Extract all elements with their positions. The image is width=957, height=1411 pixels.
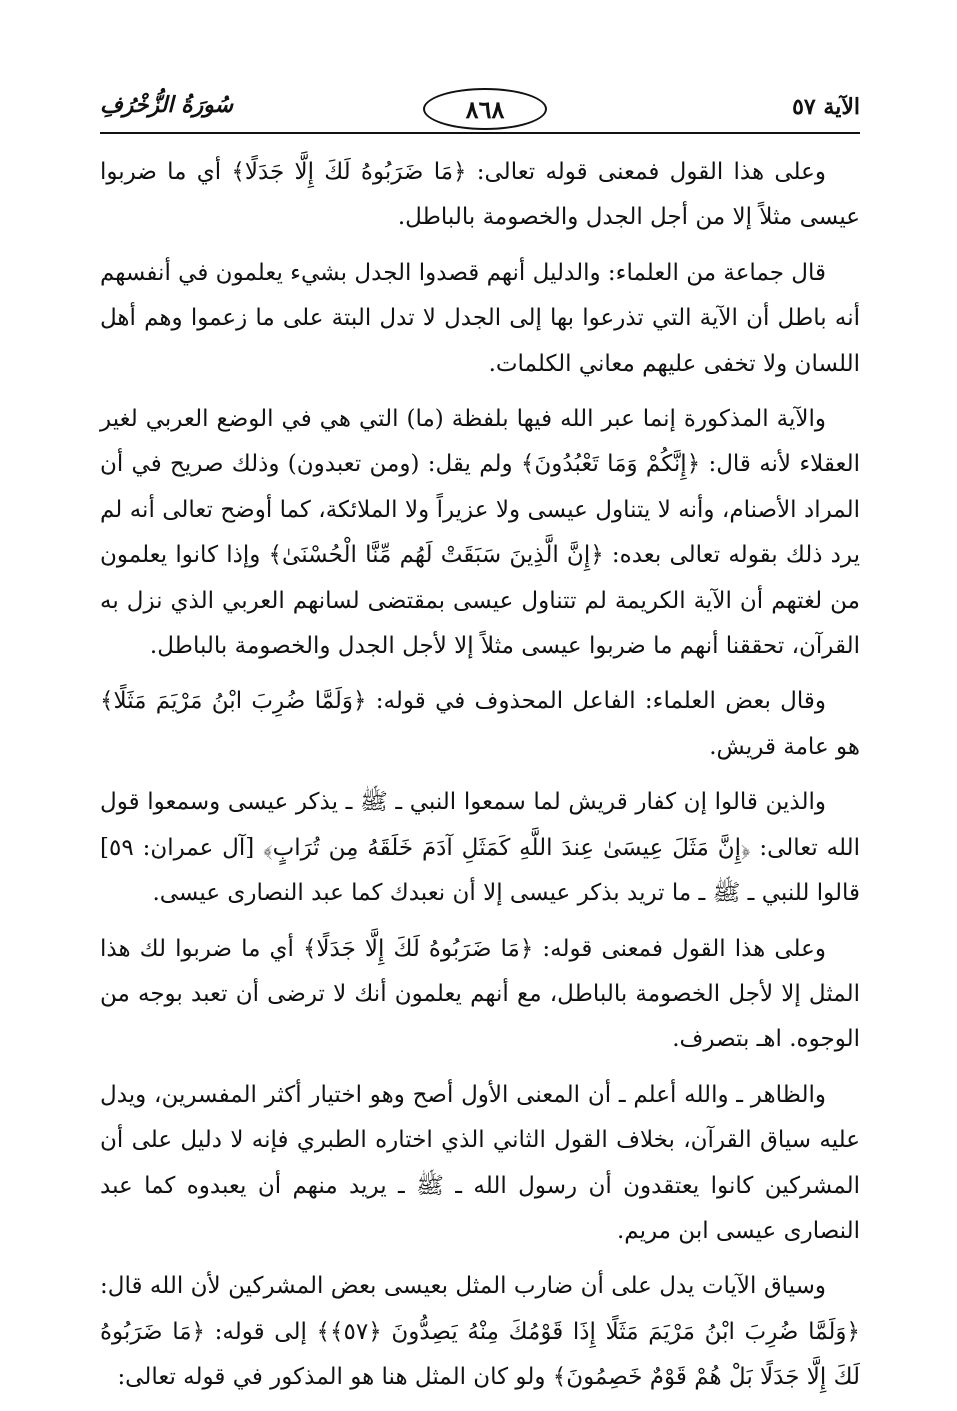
verse-label: الآية ٥٧ [792, 94, 860, 120]
header-divider [100, 132, 860, 134]
paragraph: وعلى هذا القول فمعنى قوله تعالى: ﴿مَا ضَرَبُوهُ لَكَ إِلَّا جَدَلًا﴾ أي ما ضربوا عيسى مثلاً إلا من أجل الجدل والخصومة بالباطل. [100, 159, 860, 231]
paragraph: والظاهر ـ والله أعلم ـ أن المعنى الأول أصح وهو اختيار أكثر المفسرين، ويدل عليه سياق القرآن، بخلاف القول الثاني الذي اختاره الطبري فإنه لا دليل على أن المشركين كانوا يعتقدون أن رسول الله ـ ﷺ ـ يريد منهم أن يعبدوه كما عبد النصارى عيسى ابن مريم. [100, 1081, 860, 1244]
paragraph: وسياق الآيات يدل على أن ضارب المثل بعيسى بعض المشركين لأن الله قال: ﴿وَلَمَّا ضُرِبَ ابْنُ مَرْيَمَ مَثَلًا إِذَا قَوْمُكَ مِنْهُ يَصِدُّونَ ﴿٥٧﴾﴾ إلى قوله: ﴿مَا ضَرَبُوهُ لَكَ إِلَّا جَدَلًا بَلْ هُمْ قَوْمٌ خَصِمُونَ﴾ ولو كان المثل هنا هو المذكور في قوله تعالى: [100, 1273, 860, 1391]
surah-name: سُورَةُ الزُّخْرُفِ [100, 92, 234, 118]
paragraph: وعلى هذا القول فمعنى قوله: ﴿مَا ضَرَبُوهُ لَكَ إِلَّا جَدَلًا﴾ أي ما ضربوا لك هذا المثل إلا لأجل الخصومة بالباطل، مع أنهم يعلمون أنك لا ترضى أن تعبد بوجه من الوجوه. اهـ بتصرف. [100, 935, 860, 1053]
paragraph: والآية المذكورة إنما عبر الله فيها بلفظة (ما) التي هي في الوضع العربي لغير العقلاء لأنه قال: ﴿إِنَّكُمْ وَمَا تَعْبُدُونَ﴾ ولم يقل: (ومن تعبدون) وذلك صريح في أن المراد الأصنام، وأنه لا يتناول عيسى ولا عزيراً ولا الملائكة، كما أوضح تعالى أنه لم يرد ذلك بقوله تعالى بعده: ﴿إِنَّ الَّذِينَ سَبَقَتْ لَهُم مِّنَّا الْحُسْنَىٰ﴾ وإذا كانوا يعلمون من لغتهم أن الآية الكريمة لم تتناول عيسى بمقتضى لسانهم العربي الذي نزل به القرآن، تحققنا أنهم ما ضربوا عيسى مثلاً إلا لأجل الجدل والخصومة بالباطل. [100, 406, 860, 660]
page-number: ٨٦٨ [465, 94, 505, 124]
paragraph: والذين قالوا إن كفار قريش لما سمعوا النبي ـ ﷺ ـ يذكر عيسى وسمعوا قول الله تعالى: ﴿إِنَّ مَثَلَ عِيسَىٰ عِندَ اللَّهِ كَمَثَلِ آدَمَ خَلَقَهُ مِن تُرَابٍ﴾ [آل عمران: ٥٩] قالوا للنبي ـ ﷺ ـ ما تريد بذكر عيسى إلا أن نعبدك كما عبد النصارى عيسى. [100, 789, 860, 907]
page-number-frame [423, 88, 547, 130]
body-text [100, 150, 860, 1411]
paragraph: قال جماعة من العلماء: والدليل أنهم قصدوا الجدل بشيء يعلمون في أنفسهم أنه باطل أن الآية التي تذرعوا بها إلى الجدل لا تدل البتة على ما زعموا وهم أهل اللسان ولا تخفى عليهم معاني الكلمات. [100, 259, 860, 377]
page-header [100, 80, 860, 140]
paragraph: وقال بعض العلماء: الفاعل المحذوف في قوله: ﴿وَلَمَّا ضُرِبَ ابْنُ مَرْيَمَ مَثَلًا﴾ هو عامة قريش. [100, 688, 860, 760]
